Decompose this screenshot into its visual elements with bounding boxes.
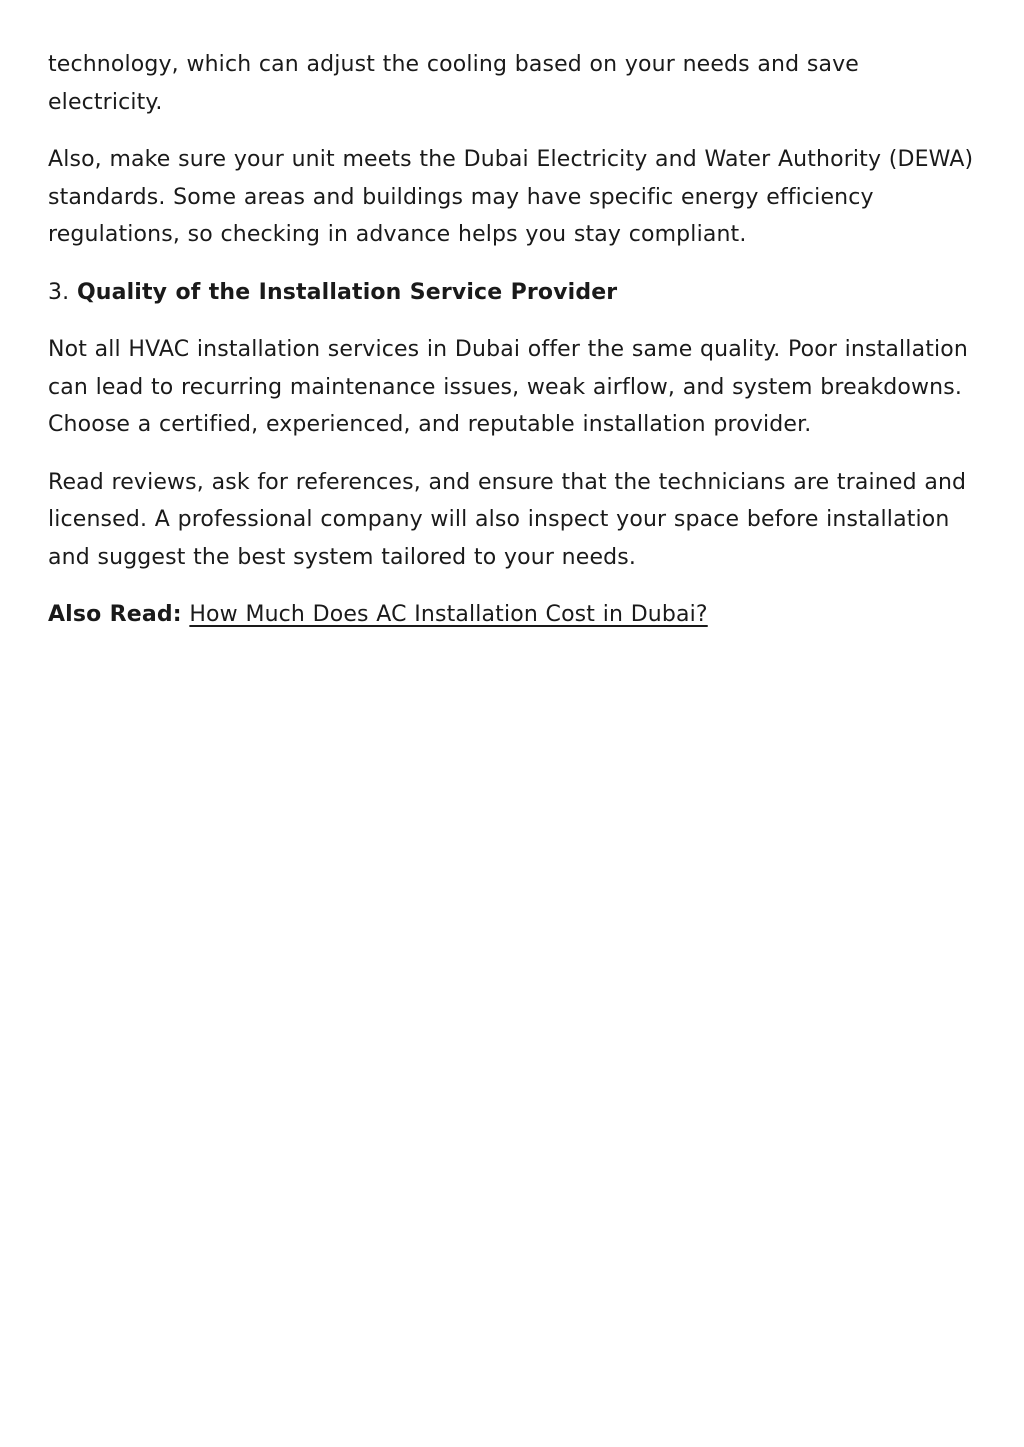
paragraph-installation-quality: Not all HVAC installation services in Dubai offer the same quality. Poor installation can lead to recurring maintenance issues, weak airflow, and system breakdowns. Choose a certified, experienced, and reputable installation provider. (48, 337, 968, 437)
paragraph-reviews: Read reviews, ask for references, and ensure that the technicians are trained and licensed. A professional company will also inspect your space before installation and suggest the best system tailored to your needs. (48, 469, 967, 570)
section-number: 3. (48, 279, 70, 305)
also-read-link[interactable]: How Much Does AC Installation Cost in Dubai? (189, 602, 708, 627)
section-heading (48, 274, 978, 312)
article-body (48, 46, 978, 634)
section-title: Quality of the Installation Service Provider (76, 279, 618, 305)
paragraph-energy-tech: technology, which can adjust the cooling based on your needs and save electricity. (48, 52, 859, 115)
also-read-line (48, 596, 978, 634)
also-read-label: Also Read: (48, 602, 182, 627)
paragraph-dewa-standards: Also, make sure your unit meets the Dubai Electricity and Water Authority (DEWA) standards. Some areas and buildings may have specific energy efficiency regulations, so checking in advance helps you stay compliant. (48, 147, 974, 247)
